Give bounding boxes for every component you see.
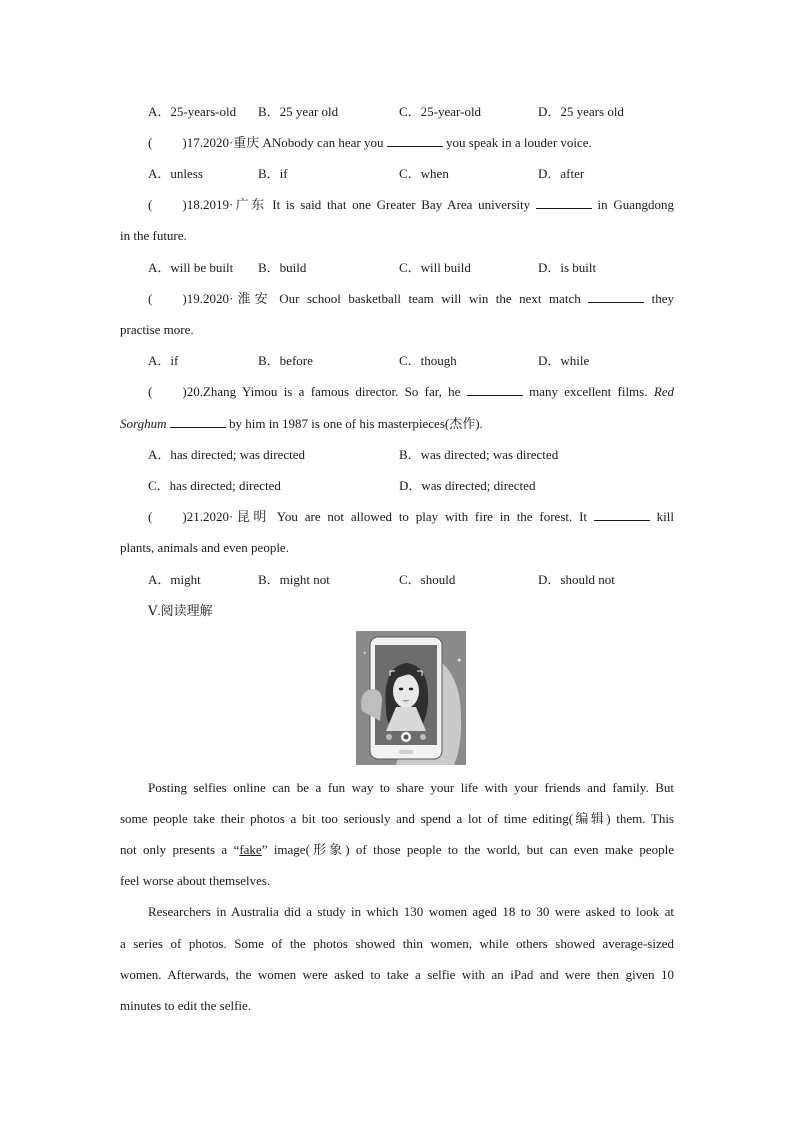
q21-option-b: B．might not (258, 572, 330, 587)
q20-stem-line2: Sorghum by him in 1987 is one of his masterpieces(杰作). (120, 416, 483, 431)
q20-option-d: D．was directed; directed (399, 478, 536, 493)
q19-option-a: A．if (148, 353, 179, 368)
q18-option-b: B．build (258, 260, 307, 275)
q21-blank (594, 509, 650, 521)
section-title: Ⅴ.阅读理解 (148, 603, 213, 618)
q18-stem-line2: in the future. (120, 228, 187, 243)
passage-p2-line4: minutes to edit the selfie. (120, 998, 252, 1013)
q19-option-c: C．though (399, 353, 457, 368)
selfie-phone-illustration (356, 631, 466, 765)
q19-option-b: B．before (258, 353, 313, 368)
q19-option-d: D．while (538, 353, 590, 368)
q17-option-a: A．unless (148, 166, 203, 181)
q21-option-d: D．should not (538, 572, 615, 587)
q20-blank-2 (170, 416, 226, 428)
q18-option-a: A．will be built (148, 260, 234, 275)
q19-blank (588, 291, 644, 303)
q21-option-c: C．should (399, 572, 456, 587)
q19-stem: ( )19.2020·淮安 Our school basketball team will win the next match they (148, 291, 675, 306)
q16-option-a: A．25-years-old (148, 104, 237, 119)
q16-option-d: D．25 years old (538, 104, 624, 119)
selfie-phone-icon (356, 631, 466, 765)
q18-option-d: D．is built (538, 260, 597, 275)
svg-text:✦: ✦ (456, 656, 463, 665)
q20-blank-1 (467, 384, 523, 396)
q17-stem: ( )17.2020·重庆 ANobody can hear you you speak in a louder voice. (148, 135, 592, 150)
passage-p2-line3: women. Afterwards, the women were asked to take a selfie with an iPad and were then given 10 (120, 967, 674, 982)
q18-stem: ( )18.2019·广东 It is said that one Greater Bay Area university in Guangdong (148, 197, 675, 212)
passage-p1-line2: some people take their photos a bit too seriously and spend a lot of time editing(编辑) them. This (120, 811, 674, 826)
q20-stem: ( )20.Zhang Yimou is a famous director. So far, he many excellent films. Red (148, 384, 675, 399)
q18-option-c: C．will build (399, 260, 471, 275)
q20-option-a: A．has directed; was directed (148, 447, 306, 462)
passage-p1-line1: Posting selfies online can be a fun way to share your life with your friends and family. But (148, 780, 674, 795)
q21-stem-line2: plants, animals and even people. (120, 540, 289, 555)
q18-blank (536, 197, 592, 209)
passage-p2-line2: a series of photos. Some of the photos showed thin women, while others showed average-sized (120, 936, 674, 951)
q19-stem-line2: practise more. (120, 322, 194, 337)
q16-option-c: C．25-year-old (399, 104, 482, 119)
q17-option-b: B．if (258, 166, 288, 181)
passage-p2-line1: Researchers in Australia did a study in which 130 women aged 18 to 30 were asked to look at (148, 904, 674, 919)
q17-option-c: C．when (399, 166, 449, 181)
passage-p1-line4: feel worse about themselves. (120, 873, 271, 888)
q17-blank (387, 135, 443, 147)
passage-p1-line3: not only presents a “fake” image(形象) of those people to the world, but can even make people (120, 842, 674, 857)
q21-stem: ( )21.2020·昆明 You are not allowed to play with fire in the forest. It kill (148, 509, 675, 524)
q20-option-c: C．has directed; directed (148, 478, 281, 493)
word-fake: fake (239, 842, 262, 857)
q16-option-b: B．25 year old (258, 104, 339, 119)
q20-option-b: B．was directed; was directed (399, 447, 559, 462)
q17-option-d: D．after (538, 166, 585, 181)
svg-text:✦: ✦ (362, 650, 368, 657)
q21-option-a: A．might (148, 572, 201, 587)
